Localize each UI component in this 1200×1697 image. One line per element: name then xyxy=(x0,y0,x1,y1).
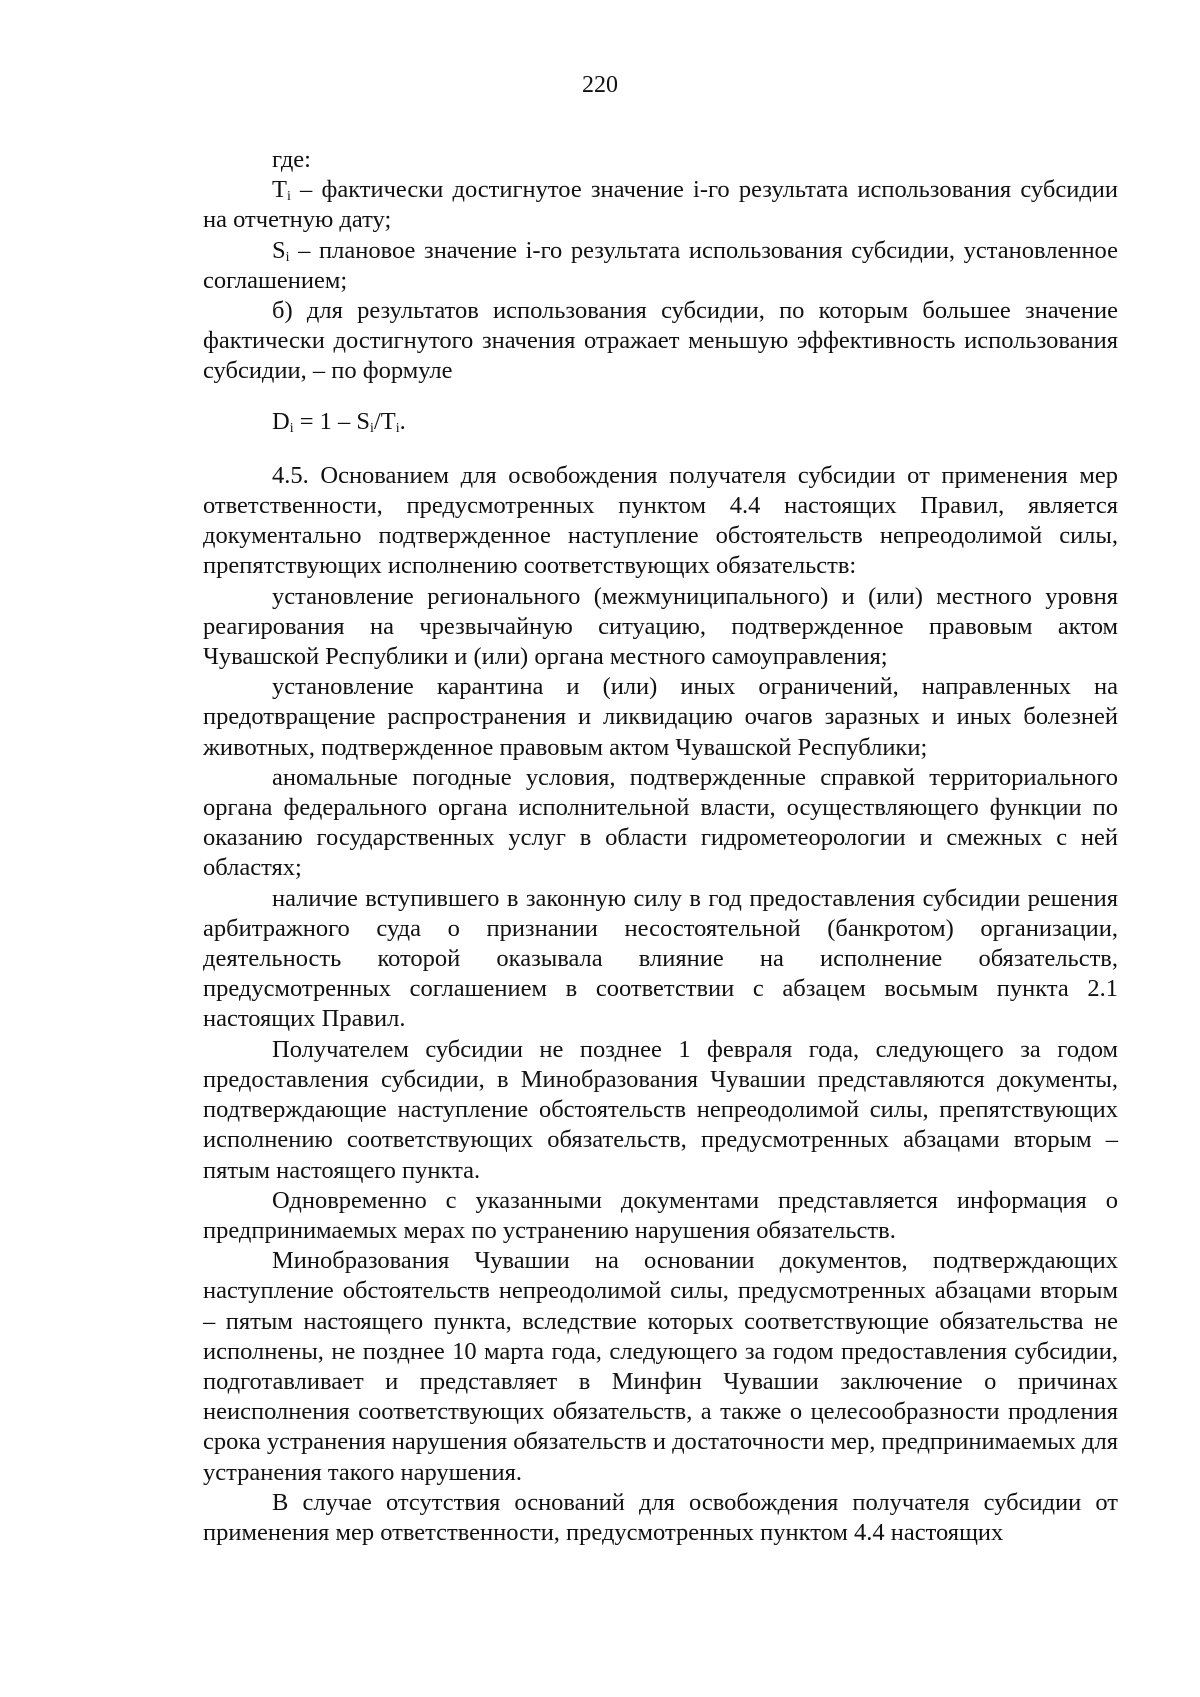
definition-s-text: – плановое значение i-го результата использования субсидии, установленное соглашением; xyxy=(203,236,1118,294)
symbol-s-subscript: i xyxy=(285,249,290,265)
symbol-t-subscript: i xyxy=(286,189,291,205)
document-body xyxy=(203,145,1118,1548)
paragraph-ministry-conclusion: Минобразования Чувашии на основании документов, подтверждающих наступление обстоятельств непреодолимой силы, предусмотренных абзацами вторым – пятым настоящего пункта, вследствие которых соответствующие обязательства не исполнены, не позднее 10 марта года, следующего за годом предоставления субсидии, подготавливает и представляет в Минфин Чувашии заключение о причинах неисполнения соответствующих обязательств, а также о целесообразности продления срока устранения нарушения обязательств и достаточности мер, предпринимаемых для устранения такого нарушения. xyxy=(203,1247,1118,1486)
paragraph-measures-info: Одновременно с указанными документами представляется информация о предпринимаемых мерах по устранению нарушения обязательств. xyxy=(203,1186,1118,1244)
paragraph-no-grounds: В случае отсутствия оснований для освобождения получателя субсидии от применения мер ответственности, предусмотренных пунктом 4.4 настоящих xyxy=(203,1488,1118,1546)
paragraph-regional-emergency: установление регионального (межмуниципального) и (или) местного уровня реагирования на чрезвычайную ситуацию, подтвержденное правовым актом Чувашской Республики и (или) органа местного самоуправления; xyxy=(203,582,1118,671)
formula-slash-t: /T xyxy=(373,407,396,435)
formula-d-subscript: i xyxy=(289,420,294,436)
paragraph-weather: аномальные погодные условия, подтвержденные справкой территориального органа федерального органа исполнительной власти, осуществляющего функции по оказанию государственных услуг в области гидрометеорологии и смежных с ней областях; xyxy=(203,763,1118,882)
symbol-s: S xyxy=(272,236,286,264)
formula-s-subscript: i xyxy=(370,420,374,436)
paragraph-4-5: 4.5. Основанием для освобождения получателя субсидии от применения мер ответственности, предусмотренных пунктом 4.4 настоящих Правил, является документально подтвержденное наступление обстоятельств непреодолимой силы, препятствующих исполнению соответствующих обязательств: xyxy=(203,461,1118,580)
formula xyxy=(203,407,1118,437)
definition-s xyxy=(203,236,1118,296)
symbol-t: T xyxy=(272,176,287,204)
definition-t-text: – фактически достигнутое значение i-го результата использования субсидии на отчетную дату; xyxy=(203,176,1118,234)
page-number: 220 xyxy=(582,72,618,98)
definitions-intro: где: xyxy=(272,146,311,173)
paragraph-documents-deadline: Получателем субсидии не позднее 1 февраля года, следующего за годом предоставления субсидии, в Минобразования Чувашии представляются документы, подтверждающие наступление обстоятельств непреодолимой силы, препятствующих исполнению соответствующих обязательств, предусмотренных абзацами вторым – пятым настоящего пункта. xyxy=(203,1035,1118,1184)
formula-d: D xyxy=(272,407,290,435)
formula-mid: = 1 – S xyxy=(293,407,371,435)
formula-end: . xyxy=(399,407,406,435)
formula-t-subscript: i xyxy=(395,420,400,436)
definition-t xyxy=(203,175,1118,235)
paragraph-quarantine: установление карантина и (или) иных ограничений, направленных на предотвращение распространения и ликвидацию очагов заразных и иных болезней животных, подтвержденное правовым актом Чувашской Республики; xyxy=(203,673,1118,761)
item-b: б) для результатов использования субсидии, по которым большее значение фактически достигнутого значения отражает меньшую эффективность использования субсидии, – по формуле xyxy=(203,297,1118,385)
paragraph-bankruptcy: наличие вступившего в законную силу в год предоставления субсидии решения арбитражного суда о признании несостоятельной (банкротом) организации, деятельность которой оказывала влияние на исполнение обязательств, предусмотренных соглашением в соответствии с абзацем восьмым пункта 2.1 настоящих Правил. xyxy=(203,884,1118,1033)
